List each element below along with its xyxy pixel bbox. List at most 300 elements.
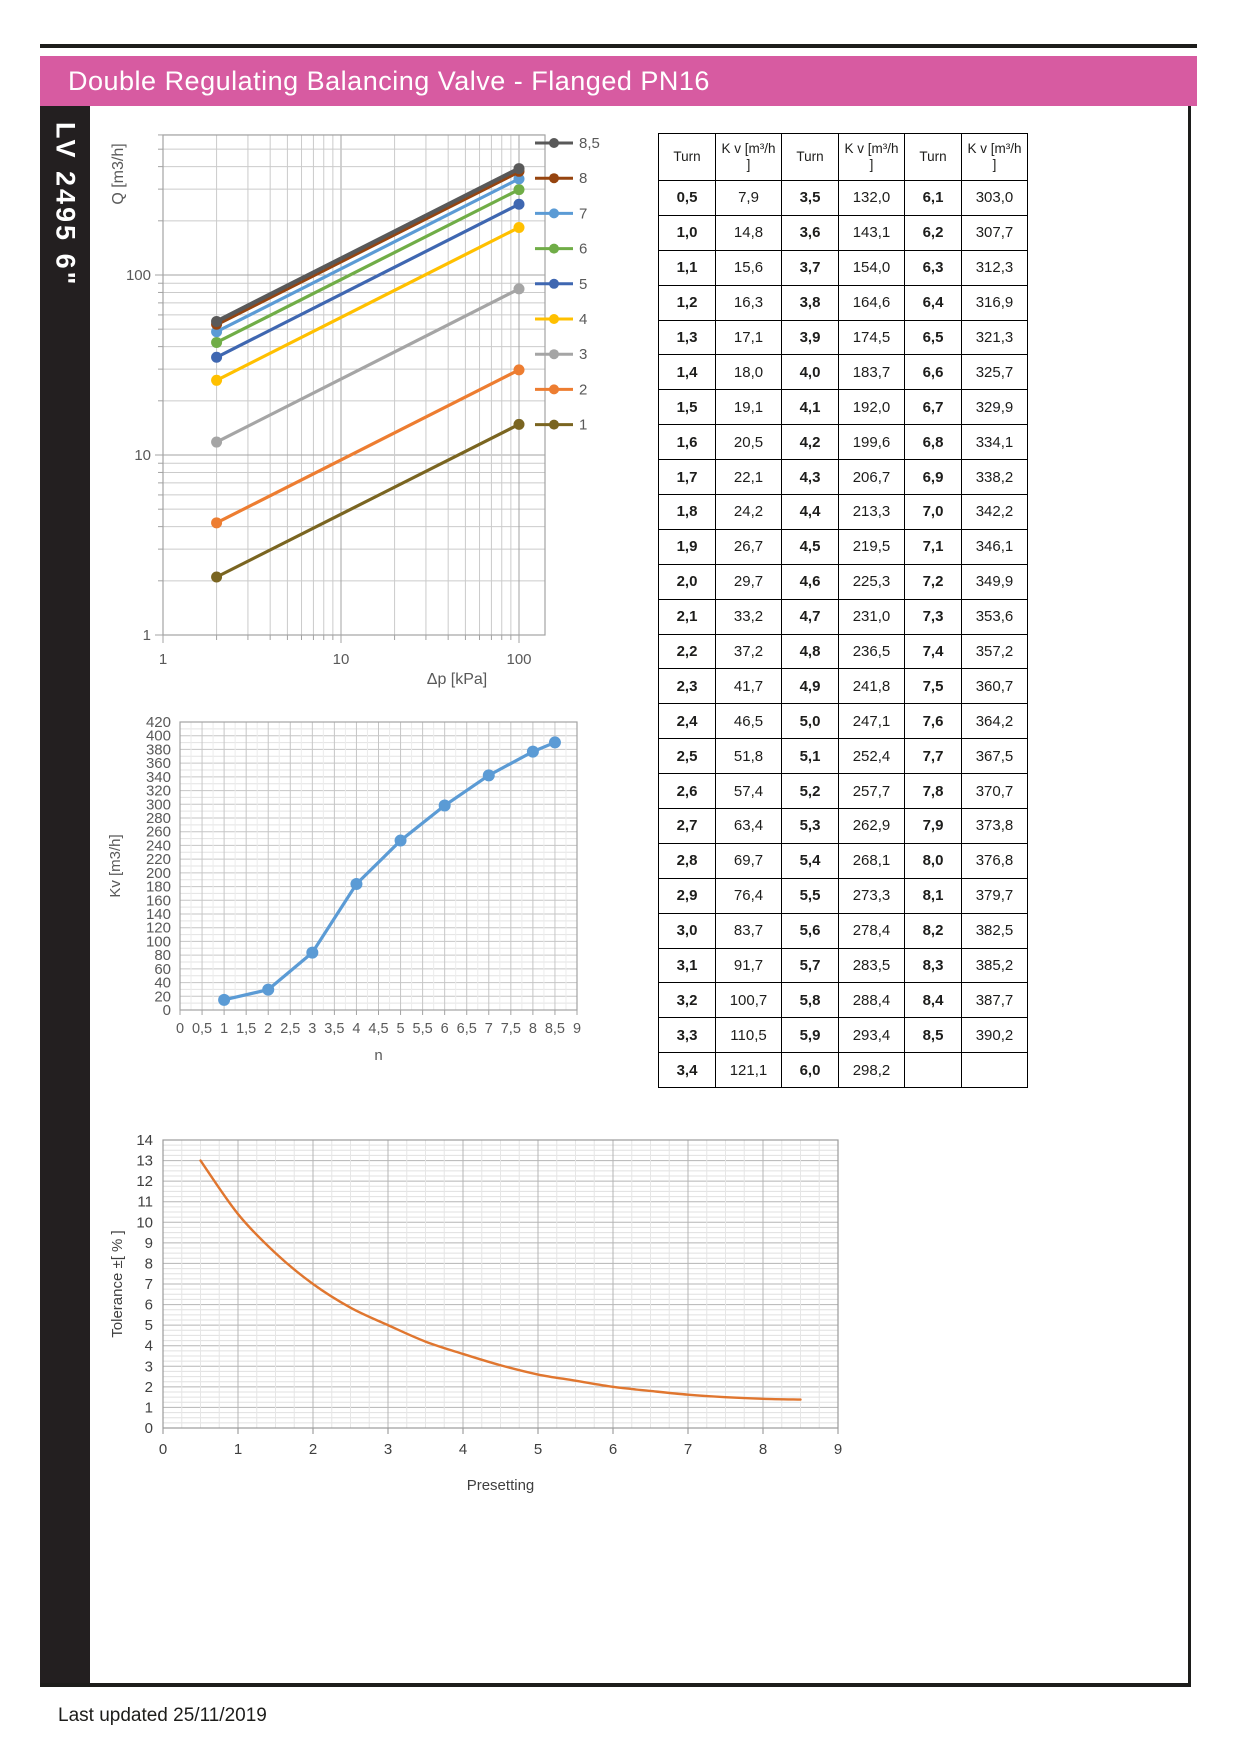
page-title: Double Regulating Balancing Valve - Flanged PN16 — [68, 65, 710, 96]
kv-cell: 346,1 — [962, 529, 1028, 564]
svg-text:220: 220 — [145, 851, 171, 869]
svg-text:300: 300 — [145, 796, 171, 814]
turn-cell: 2,2 — [659, 634, 716, 669]
svg-text:3: 3 — [308, 1021, 317, 1037]
svg-text:1: 1 — [142, 627, 151, 644]
kv-cell: 192,0 — [839, 390, 905, 425]
turn-cell: 2,8 — [659, 843, 716, 878]
bottom-rule — [40, 1683, 1191, 1687]
svg-text:5: 5 — [144, 1317, 153, 1335]
turn-cell: 3,4 — [659, 1053, 716, 1088]
turn-cell: 6,1 — [905, 181, 962, 216]
series-8 — [217, 171, 519, 324]
turn-cell: 4,1 — [782, 390, 839, 425]
table-row — [659, 739, 1028, 774]
turn-cell: 0,5 — [659, 181, 716, 216]
kv-cell: 342,2 — [962, 495, 1028, 530]
kv-cell: 231,0 — [839, 599, 905, 634]
kv-cell: 376,8 — [962, 843, 1028, 878]
svg-text:10: 10 — [134, 447, 151, 464]
header-bar — [40, 56, 1197, 106]
turn-cell: 8,0 — [905, 843, 962, 878]
turn-cell: 5,9 — [782, 1018, 839, 1053]
svg-text:9: 9 — [572, 1021, 582, 1037]
kv-cell: 241,8 — [839, 669, 905, 704]
axis-ticks — [163, 1428, 838, 1434]
table-row — [659, 704, 1028, 739]
turn-cell: 7,6 — [905, 704, 962, 739]
svg-text:60: 60 — [154, 960, 171, 978]
svg-text:100: 100 — [125, 267, 151, 284]
turn-cell: 7,1 — [905, 529, 962, 564]
kv-cell: 338,2 — [962, 460, 1028, 495]
svg-text:5,5: 5,5 — [412, 1021, 433, 1037]
turn-cell: 4,0 — [782, 355, 839, 390]
legend-label-1: 1 — [579, 416, 588, 434]
table-row — [659, 809, 1028, 844]
svg-text:9: 9 — [144, 1234, 153, 1252]
svg-text:4: 4 — [352, 1021, 361, 1037]
kv-cell: 26,7 — [716, 529, 782, 564]
table-row — [659, 913, 1028, 948]
kv-cell: 33,2 — [716, 599, 782, 634]
table-row — [659, 181, 1028, 216]
axis-ticks — [155, 135, 519, 643]
kv-cell: 370,7 — [962, 774, 1028, 809]
col-header-kv: K v [m³/h ] — [839, 134, 905, 181]
svg-text:4,5: 4,5 — [368, 1021, 389, 1037]
svg-text:Presetting: Presetting — [466, 1477, 535, 1494]
kv-cell: 390,2 — [962, 1018, 1028, 1053]
turn-cell: 2,5 — [659, 739, 716, 774]
turn-cell: 7,0 — [905, 495, 962, 530]
svg-text:8: 8 — [758, 1441, 768, 1458]
kv-cell: 293,4 — [839, 1018, 905, 1053]
svg-text:180: 180 — [145, 878, 171, 896]
turn-cell: 1,9 — [659, 529, 716, 564]
turn-cell: 7,3 — [905, 599, 962, 634]
svg-text:2,5: 2,5 — [280, 1021, 301, 1037]
kv-cell: 364,2 — [962, 704, 1028, 739]
turn-cell: 5,3 — [782, 809, 839, 844]
axis-labels — [110, 143, 532, 688]
svg-text:14: 14 — [136, 1132, 153, 1149]
kv-cell: 20,5 — [716, 425, 782, 460]
turn-cell: 2,7 — [659, 809, 716, 844]
turn-cell: 6,4 — [905, 285, 962, 320]
table-row — [659, 1053, 1028, 1088]
svg-text:100: 100 — [145, 933, 171, 951]
table-row — [659, 774, 1028, 809]
svg-text:140: 140 — [145, 906, 171, 923]
kv-cell: 199,6 — [839, 425, 905, 460]
turn-cell: 1,0 — [659, 215, 716, 250]
col-header-turn: Turn — [659, 134, 716, 181]
legend-label-5: 5 — [579, 275, 588, 293]
col-header-turn: Turn — [905, 134, 962, 181]
col-header-turn: Turn — [782, 134, 839, 181]
right-rule — [1188, 106, 1191, 1683]
kv-cell: 57,4 — [716, 774, 782, 809]
turn-cell: 4,6 — [782, 564, 839, 599]
turn-cell: 4,9 — [782, 669, 839, 704]
turn-cell: 2,0 — [659, 564, 716, 599]
turn-cell: 5,2 — [782, 774, 839, 809]
svg-text:7,5: 7,5 — [500, 1021, 521, 1037]
kv-curve-chart — [95, 705, 635, 1090]
turn-cell: 8,1 — [905, 878, 962, 913]
svg-text:360: 360 — [145, 755, 171, 773]
svg-text:0: 0 — [144, 1420, 153, 1437]
svg-text:420: 420 — [145, 714, 171, 731]
legend-label-4: 4 — [579, 311, 588, 328]
axis-ticks — [180, 1010, 577, 1015]
turn-cell: 1,8 — [659, 495, 716, 530]
turn-cell: 2,6 — [659, 774, 716, 809]
svg-text:400: 400 — [145, 727, 171, 745]
svg-text:120: 120 — [145, 919, 171, 937]
svg-text:0,5: 0,5 — [191, 1021, 213, 1037]
series-4 — [217, 227, 519, 380]
svg-text:6: 6 — [608, 1441, 618, 1458]
table-row — [659, 250, 1028, 285]
turn-cell: 3,8 — [782, 285, 839, 320]
svg-text:8,5: 8,5 — [544, 1021, 566, 1037]
svg-text:40: 40 — [154, 974, 171, 992]
kv-cell: 91,7 — [716, 948, 782, 983]
svg-text:7: 7 — [683, 1441, 693, 1458]
svg-text:100: 100 — [506, 651, 532, 668]
series-7 — [217, 179, 519, 332]
kv-cell: 22,1 — [716, 460, 782, 495]
table-row — [659, 425, 1028, 460]
table-row — [659, 599, 1028, 634]
kv-cell: 174,5 — [839, 320, 905, 355]
svg-text:10: 10 — [332, 651, 350, 668]
kv-cell: 154,0 — [839, 250, 905, 285]
svg-text:1: 1 — [158, 651, 168, 668]
kv-cell: 219,5 — [839, 529, 905, 564]
table-row — [659, 460, 1028, 495]
turn-cell: 6,0 — [782, 1053, 839, 1088]
kv-cell: 307,7 — [962, 215, 1028, 250]
kv-cell: 83,7 — [716, 913, 782, 948]
turn-cell: 3,6 — [782, 215, 839, 250]
svg-text:1: 1 — [220, 1021, 229, 1037]
kv-cell: 17,1 — [716, 320, 782, 355]
series-5 — [217, 204, 519, 357]
svg-text:200: 200 — [145, 864, 171, 882]
svg-text:Q [m3/h]: Q [m3/h] — [110, 143, 127, 205]
kv-cell: 164,6 — [839, 285, 905, 320]
kv-cell: 7,9 — [716, 181, 782, 216]
svg-text:240: 240 — [145, 837, 171, 855]
turn-cell: 5,7 — [782, 948, 839, 983]
kv-cell: 121,1 — [716, 1053, 782, 1088]
svg-text:2: 2 — [308, 1441, 318, 1458]
turn-cell: 5,1 — [782, 739, 839, 774]
kv-table-header — [659, 134, 1028, 181]
svg-text:6,5: 6,5 — [456, 1021, 477, 1037]
table-row — [659, 529, 1028, 564]
kv-cell: 298,2 — [839, 1053, 905, 1088]
kv-cell: 273,3 — [839, 878, 905, 913]
turn-cell: 7,7 — [905, 739, 962, 774]
kv-cell: 257,7 — [839, 774, 905, 809]
kv-table-body — [659, 181, 1028, 1088]
table-row — [659, 948, 1028, 983]
turn-cell: 1,7 — [659, 460, 716, 495]
table-row — [659, 285, 1028, 320]
svg-text:13: 13 — [136, 1152, 153, 1170]
gridlines — [163, 1140, 838, 1428]
svg-text:3: 3 — [383, 1441, 393, 1458]
kv-cell: 24,2 — [716, 495, 782, 530]
svg-text:0: 0 — [175, 1021, 185, 1037]
turn-cell: 3,3 — [659, 1018, 716, 1053]
svg-text:2: 2 — [144, 1378, 153, 1396]
legend-label-3: 3 — [579, 346, 588, 364]
table-row — [659, 355, 1028, 390]
svg-text:5: 5 — [533, 1441, 543, 1458]
turn-cell: 1,4 — [659, 355, 716, 390]
kv-cell: 382,5 — [962, 913, 1028, 948]
turn-cell: 1,3 — [659, 320, 716, 355]
kv-cell: 206,7 — [839, 460, 905, 495]
legend-label-7: 7 — [579, 205, 588, 223]
turn-cell: 7,4 — [905, 634, 962, 669]
table-row — [659, 320, 1028, 355]
kv-cell: 247,1 — [839, 704, 905, 739]
turn-cell: 8,4 — [905, 983, 962, 1018]
kv-cell: 69,7 — [716, 843, 782, 878]
turn-cell: 1,1 — [659, 250, 716, 285]
svg-text:0: 0 — [162, 1002, 171, 1019]
svg-text:380: 380 — [145, 741, 171, 759]
turn-cell: 3,1 — [659, 948, 716, 983]
turn-cell: 2,9 — [659, 878, 716, 913]
svg-text:0: 0 — [158, 1441, 168, 1458]
turn-cell: 1,2 — [659, 285, 716, 320]
series-lines — [211, 163, 524, 582]
svg-text:Δp [kPa]: Δp [kPa] — [426, 671, 488, 688]
svg-text:7: 7 — [484, 1021, 493, 1037]
svg-text:3: 3 — [144, 1358, 153, 1376]
svg-text:6: 6 — [144, 1296, 153, 1314]
kv-cell: 19,1 — [716, 390, 782, 425]
turn-cell: 3,7 — [782, 250, 839, 285]
kv-cell: 329,9 — [962, 390, 1028, 425]
turn-cell: 4,8 — [782, 634, 839, 669]
svg-text:260: 260 — [145, 823, 171, 841]
svg-text:320: 320 — [145, 782, 171, 800]
turn-cell: 8,2 — [905, 913, 962, 948]
kv-table — [658, 133, 1028, 1088]
footer-last-updated: Last updated 25/11/2019 — [58, 1705, 267, 1726]
turn-cell: 5,5 — [782, 878, 839, 913]
turn-cell: 7,2 — [905, 564, 962, 599]
svg-text:8: 8 — [528, 1021, 537, 1037]
svg-text:4: 4 — [458, 1441, 468, 1458]
turn-cell: 1,5 — [659, 390, 716, 425]
kv-cell: 18,0 — [716, 355, 782, 390]
tolerance-chart — [95, 1128, 865, 1526]
col-header-kv: K v [m³/h ] — [716, 134, 782, 181]
table-row — [659, 983, 1028, 1018]
turn-cell: 3,5 — [782, 181, 839, 216]
turn-cell: 4,7 — [782, 599, 839, 634]
kv-cell: 357,2 — [962, 634, 1028, 669]
kv-cell: 100,7 — [716, 983, 782, 1018]
kv-cell: 236,5 — [839, 634, 905, 669]
kv-cell: 29,7 — [716, 564, 782, 599]
table-row — [659, 878, 1028, 913]
svg-text:6: 6 — [440, 1021, 449, 1037]
kv-cell: 367,5 — [962, 739, 1028, 774]
top-rule — [40, 44, 1197, 48]
kv-cell: 76,4 — [716, 878, 782, 913]
svg-text:8: 8 — [144, 1255, 153, 1273]
flow-chart — [95, 118, 655, 703]
svg-text:280: 280 — [145, 810, 171, 827]
kv-cell: 14,8 — [716, 215, 782, 250]
svg-text:1: 1 — [233, 1441, 243, 1458]
table-row — [659, 1018, 1028, 1053]
kv-cell: 46,5 — [716, 704, 782, 739]
svg-text:1: 1 — [144, 1399, 153, 1417]
turn-cell: 6,7 — [905, 390, 962, 425]
kv-cell: 312,3 — [962, 250, 1028, 285]
turn-cell: 7,9 — [905, 809, 962, 844]
svg-text:12: 12 — [136, 1173, 153, 1191]
svg-text:9: 9 — [833, 1441, 843, 1458]
kv-cell: 183,7 — [839, 355, 905, 390]
turn-cell: 5,0 — [782, 704, 839, 739]
svg-text:3,5: 3,5 — [324, 1021, 345, 1037]
model-sidebar — [40, 106, 90, 1683]
kv-cell: 283,5 — [839, 948, 905, 983]
kv-cell: 213,3 — [839, 495, 905, 530]
kv-cell: 321,3 — [962, 320, 1028, 355]
turn-cell: 8,5 — [905, 1018, 962, 1053]
turn-cell: 4,2 — [782, 425, 839, 460]
kv-cell: 353,6 — [962, 599, 1028, 634]
kv-cell: 63,4 — [716, 809, 782, 844]
turn-cell: 5,8 — [782, 983, 839, 1018]
svg-text:11: 11 — [137, 1193, 153, 1211]
turn-cell: 4,4 — [782, 495, 839, 530]
turn-cell: 6,6 — [905, 355, 962, 390]
turn-cell: 4,5 — [782, 529, 839, 564]
kv-cell: 41,7 — [716, 669, 782, 704]
col-header-kv: K v [m³/h ] — [962, 134, 1028, 181]
turn-cell: 6,8 — [905, 425, 962, 460]
svg-text:Tolerance ±[ % ]: Tolerance ±[ % ] — [109, 1230, 126, 1338]
turn-cell: 3,2 — [659, 983, 716, 1018]
turn-cell: 3,9 — [782, 320, 839, 355]
turn-cell — [905, 1053, 962, 1088]
table-row — [659, 215, 1028, 250]
turn-cell: 6,5 — [905, 320, 962, 355]
gridlines — [180, 722, 577, 1010]
table-row — [659, 564, 1028, 599]
table-row — [659, 843, 1028, 878]
kv-cell: 51,8 — [716, 739, 782, 774]
turn-cell: 2,4 — [659, 704, 716, 739]
kv-cell: 37,2 — [716, 634, 782, 669]
series-8,5 — [217, 169, 519, 322]
kv-cell: 262,9 — [839, 809, 905, 844]
svg-text:340: 340 — [145, 768, 171, 786]
legend-label-6: 6 — [579, 240, 588, 258]
svg-text:4: 4 — [144, 1337, 153, 1355]
turn-cell: 7,5 — [905, 669, 962, 704]
kv-cell: 288,4 — [839, 983, 905, 1018]
legend-label-8: 8 — [579, 170, 588, 188]
series-3 — [217, 289, 519, 442]
legend-label-8,5: 8,5 — [579, 135, 600, 152]
kv-cell: 110,5 — [716, 1018, 782, 1053]
turn-cell: 8,3 — [905, 948, 962, 983]
kv-cell: 316,9 — [962, 285, 1028, 320]
kv-cell: 278,4 — [839, 913, 905, 948]
svg-text:10: 10 — [136, 1214, 153, 1232]
turn-cell: 6,9 — [905, 460, 962, 495]
turn-cell: 7,8 — [905, 774, 962, 809]
legend-label-2: 2 — [579, 381, 588, 399]
kv-cell: 379,7 — [962, 878, 1028, 913]
table-row — [659, 390, 1028, 425]
svg-text:5: 5 — [396, 1021, 405, 1037]
kv-cell: 16,3 — [716, 285, 782, 320]
axis-labels — [107, 714, 581, 1064]
kv-cell: 303,0 — [962, 181, 1028, 216]
kv-cell: 385,2 — [962, 948, 1028, 983]
kv-cell: 15,6 — [716, 250, 782, 285]
kv-cell: 387,7 — [962, 983, 1028, 1018]
kv-cell: 143,1 — [839, 215, 905, 250]
svg-text:Kv [m3/h]: Kv [m3/h] — [107, 834, 124, 898]
turn-cell: 2,3 — [659, 669, 716, 704]
kv-cell: 373,8 — [962, 809, 1028, 844]
kv-cell: 225,3 — [839, 564, 905, 599]
kv-cell: 325,7 — [962, 355, 1028, 390]
turn-cell: 5,4 — [782, 843, 839, 878]
svg-text:160: 160 — [145, 892, 171, 910]
svg-text:7: 7 — [144, 1276, 153, 1293]
turn-cell: 6,2 — [905, 215, 962, 250]
svg-text:n: n — [374, 1047, 383, 1064]
kv-cell: 360,7 — [962, 669, 1028, 704]
svg-text:2: 2 — [264, 1021, 273, 1037]
model-label: LV 2495 6" — [50, 122, 81, 288]
turn-cell: 6,3 — [905, 250, 962, 285]
table-row — [659, 495, 1028, 530]
turn-cell: 2,1 — [659, 599, 716, 634]
kv-cell — [962, 1053, 1028, 1088]
table-row — [659, 669, 1028, 704]
table-row — [659, 634, 1028, 669]
svg-text:80: 80 — [154, 947, 171, 965]
turn-cell: 5,6 — [782, 913, 839, 948]
svg-text:1,5: 1,5 — [236, 1021, 257, 1037]
svg-text:20: 20 — [154, 988, 171, 1006]
turn-cell: 3,0 — [659, 913, 716, 948]
turn-cell: 1,6 — [659, 425, 716, 460]
kv-cell: 132,0 — [839, 181, 905, 216]
turn-cell: 4,3 — [782, 460, 839, 495]
series-6 — [217, 190, 519, 343]
